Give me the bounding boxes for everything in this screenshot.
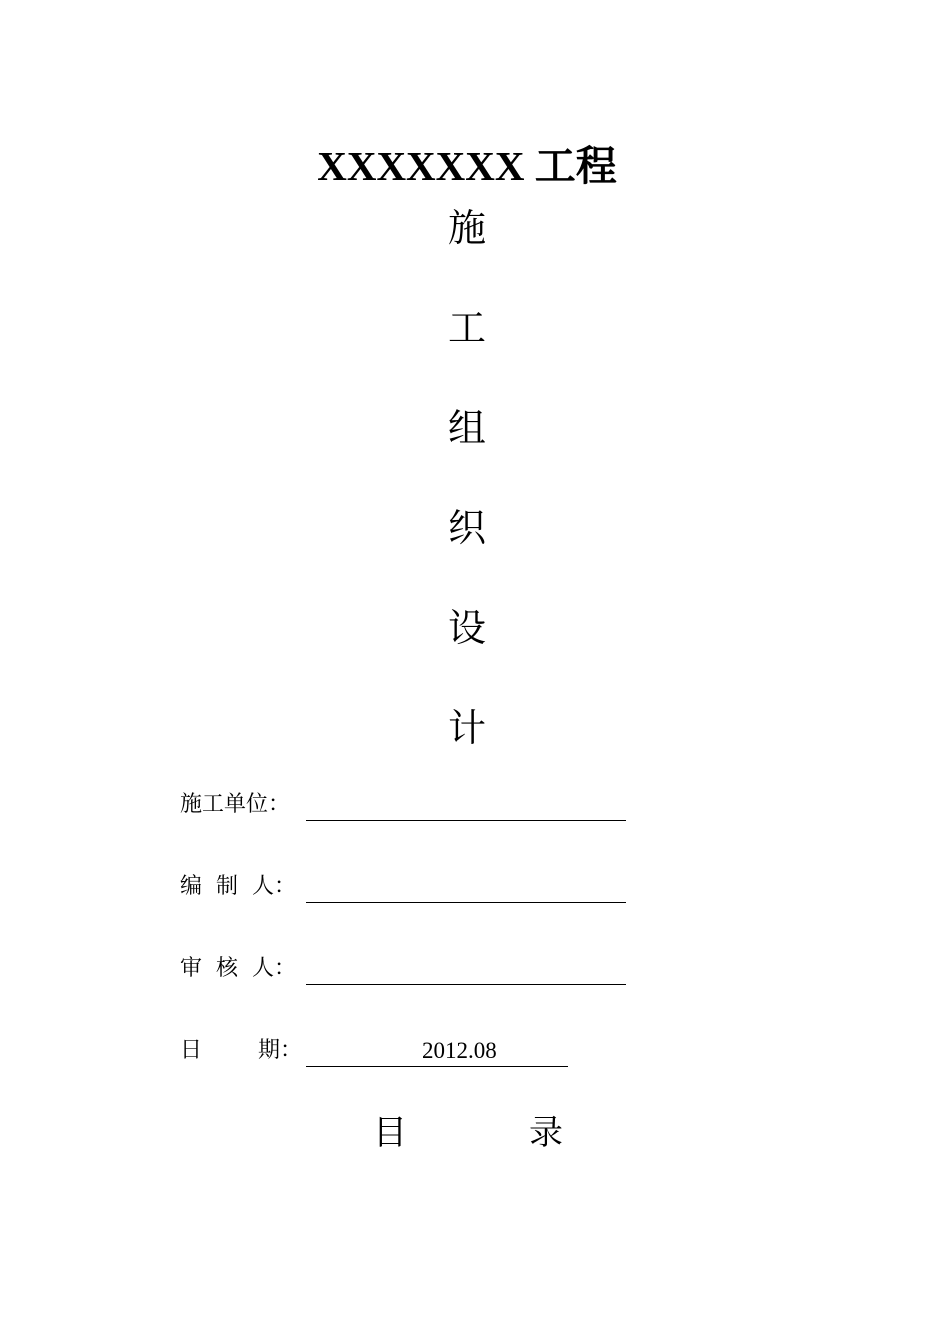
- date-label: 日 期：: [180, 1038, 302, 1063]
- compiler-label: 编 制 人：: [180, 874, 296, 899]
- vertical-title-char: 织: [447, 506, 486, 550]
- page-title: XXXXXXX 工程: [317, 143, 617, 189]
- date-value: 2012.08: [422, 1038, 497, 1063]
- vertical-title-char: 设: [447, 606, 486, 650]
- vertical-title-char: 组: [447, 406, 486, 450]
- construction-unit-line: [306, 820, 626, 821]
- toc-heading-right: 录: [529, 1113, 563, 1153]
- reviewer-label: 审 核 人：: [180, 956, 296, 981]
- compiler-line: [306, 902, 626, 903]
- reviewer-line: [306, 984, 626, 985]
- vertical-title-char: 施: [447, 206, 486, 250]
- vertical-title-char: 计: [447, 706, 486, 750]
- construction-unit-label: 施工单位：: [180, 792, 291, 817]
- vertical-title-char: 工: [447, 306, 486, 350]
- toc-heading-left: 目: [373, 1113, 407, 1153]
